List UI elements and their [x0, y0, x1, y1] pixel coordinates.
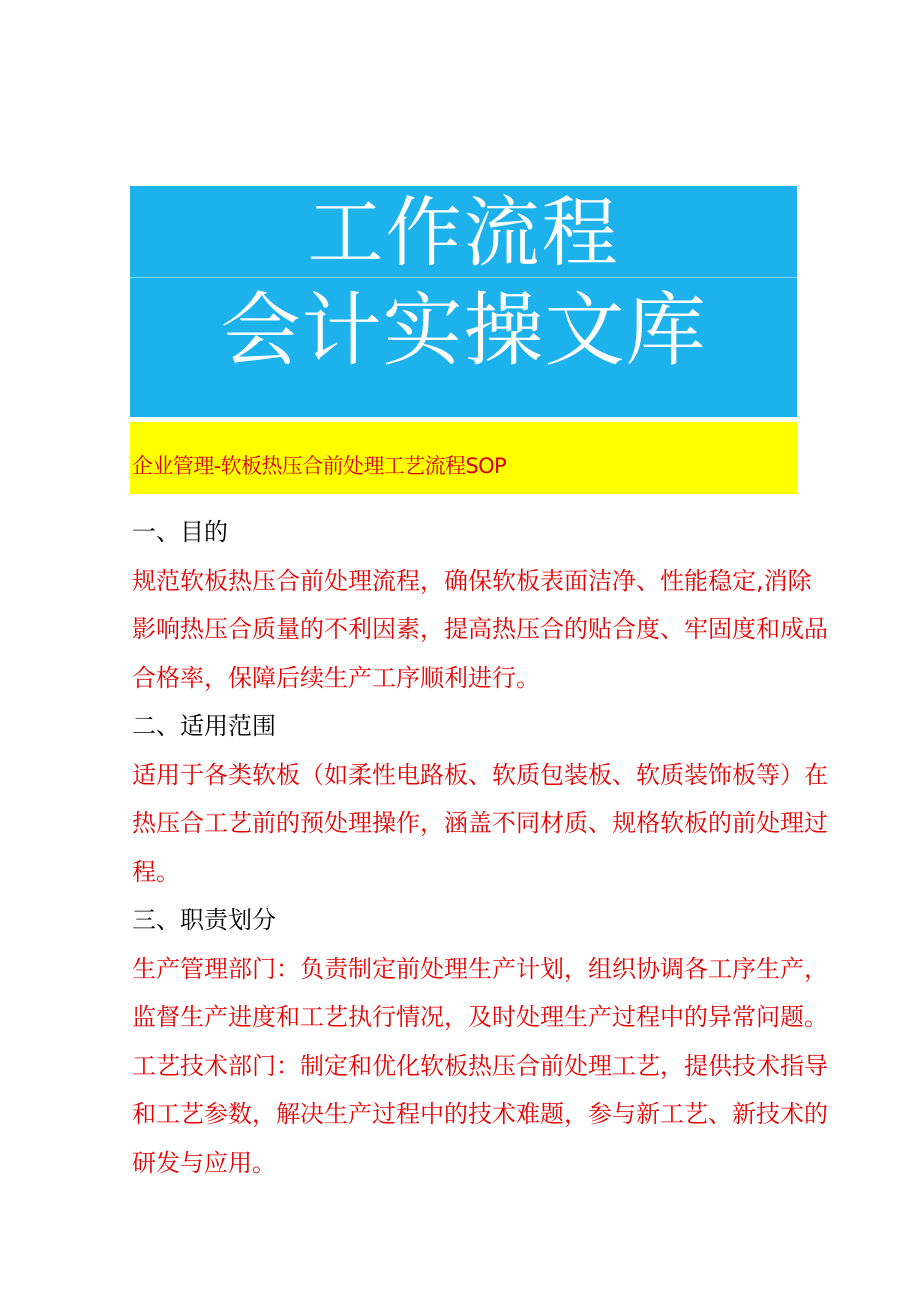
paragraph-line: 研发与应用。 — [132, 1148, 276, 1177]
section-heading-purpose: 一、目的 — [132, 518, 228, 546]
paragraph-line: 规范软板热压合前处理流程，确保软板表面洁净、性能稳定,消除 — [132, 566, 812, 595]
paragraph-line: 热压合工艺前的预处理操作，涵盖不同材质、规格软板的前处理过 — [132, 809, 828, 837]
subtitle-bar — [130, 422, 797, 494]
title-banner — [130, 186, 797, 417]
paragraph-line: 工艺技术部门：制定和优化软板热压合前处理工艺，提供技术指导 — [132, 1051, 828, 1080]
paragraph-line: 合格率，保障后续生产工序顺利进行。 — [132, 663, 540, 692]
paragraph-line: 程。 — [132, 857, 180, 886]
paragraph-line: 影响热压合质量的不利因素，提高热压合的贴合度、牢固度和成品 — [132, 615, 828, 643]
section-heading-scope: 二、适用范围 — [132, 712, 276, 740]
banner-title-line1: 工作流程 — [307, 188, 620, 277]
paragraph-line: 生产管理部门：负责制定前处理生产计划，组织协调各工序生产， — [132, 954, 828, 983]
section-heading-responsibilities: 三、职责划分 — [132, 906, 276, 934]
document-body — [132, 508, 828, 1187]
banner-title-line2: 会计实操文库 — [220, 284, 707, 377]
paragraph-line: 监督生产进度和工艺执行情况，及时处理生产过程中的异常问题。 — [132, 1003, 828, 1031]
paragraph-line: 和工艺参数，解决生产过程中的技术难题，参与新工艺、新技术的 — [132, 1100, 828, 1128]
paragraph-line: 适用于各类软板（如柔性电路板、软质包装板、软质装饰板等）在 — [132, 760, 828, 789]
document-subtitle: 企业管理-软板热压合前处理工艺流程SOP — [132, 454, 507, 478]
